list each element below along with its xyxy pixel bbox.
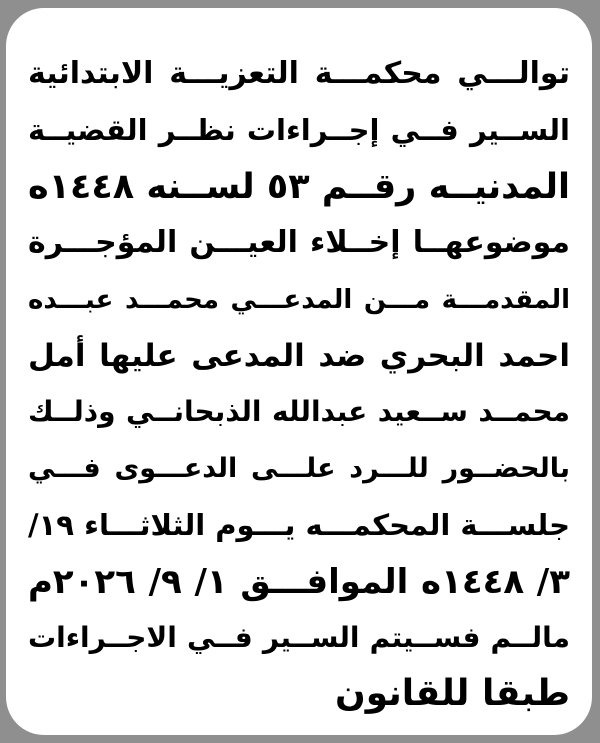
notice-line: بالحضــور للـــرد علـــى الدعـــوى فـــي	[28, 452, 570, 484]
notice-line: ٣/ ١٤٤٨ه الموافـــق ١/ ٩/ ٢٠٢٦م	[28, 561, 570, 602]
notice-line: موضوعهــا إخــلاء العيـــن المؤجـــرة	[28, 225, 570, 261]
notice-line: مالــم فســيتم الســير فــي الاجــراءات	[28, 621, 570, 655]
notice-line: المدنيــه رقــم ٥٣ لســنه ١٤٤٨ه	[28, 166, 570, 207]
notice-line: محمــد ســعيد عبدالله الذبحانــي وذلــك	[28, 395, 570, 429]
notice-line: احمد البحري ضد المدعى عليها أمل	[28, 338, 570, 375]
notice-text	[28, 46, 570, 723]
notice-line: المقدمـــة مـــن المدعـــي محمـــد عبـــده	[28, 284, 570, 315]
notice-line: جلســـة المحكمـــه يـــوم الثلاثـــاء ١٩/	[28, 508, 570, 543]
notice-card	[6, 8, 592, 735]
notice-line: توالـــي محكمـــة التعزيـــة الابتدائية	[28, 56, 570, 91]
notice-line: طبقا للقانون	[334, 673, 570, 715]
notice-line: الســير فــي إجــراءات نظــر القضيــة	[28, 113, 570, 148]
